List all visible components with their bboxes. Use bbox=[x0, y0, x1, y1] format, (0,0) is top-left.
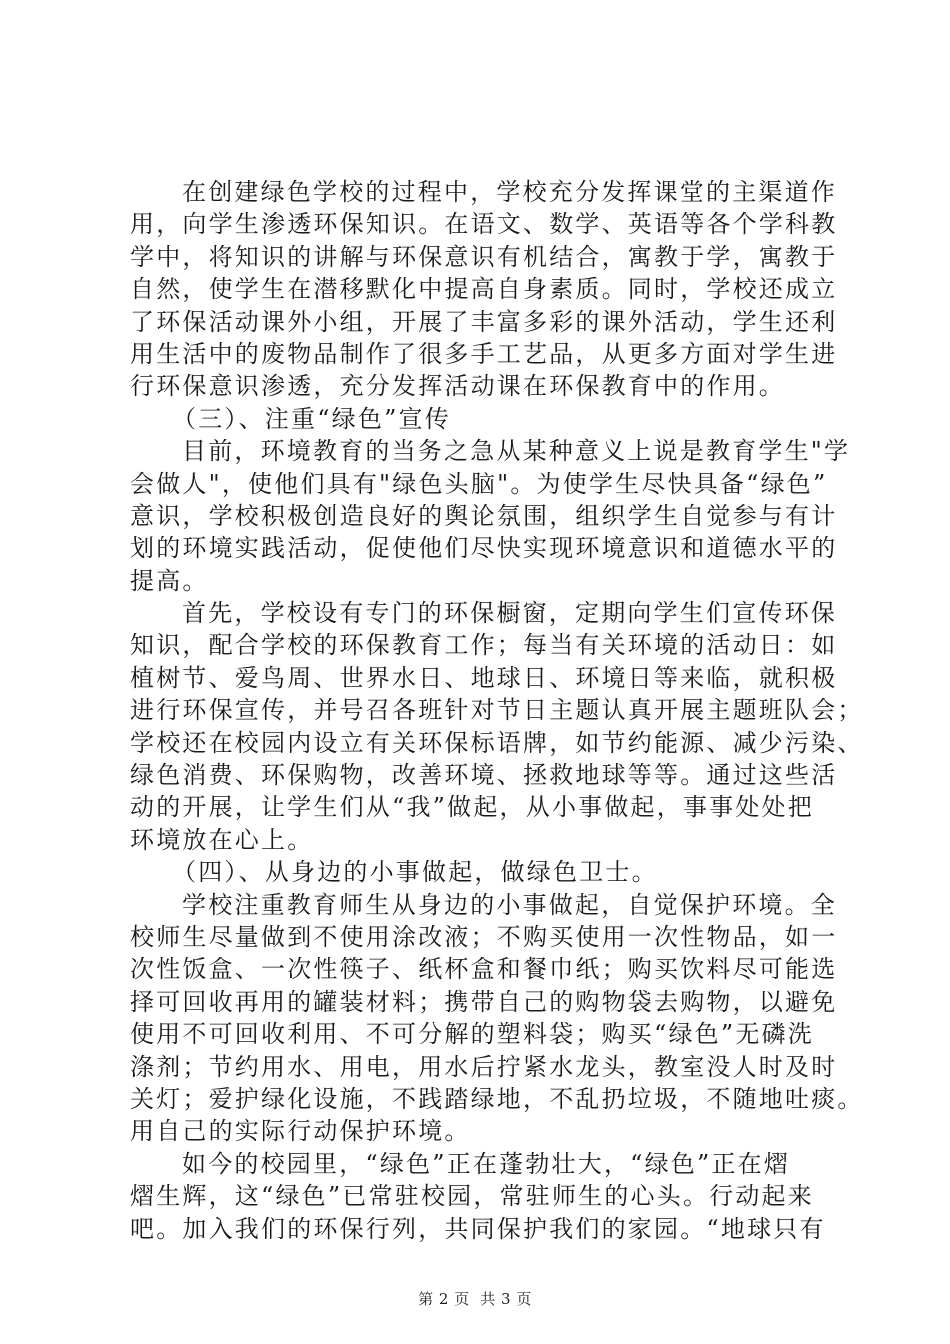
text-line: 学校还在校园内设立有关环保标语牌，如节约能源、减少污染、 bbox=[130, 728, 864, 757]
text-line: 环境放在心上。 bbox=[130, 825, 314, 854]
page-number-label: 第 2 页 共 3 页 bbox=[418, 1290, 532, 1308]
text-line: 如今的校园里，“绿色”正在蓬勃壮大，“绿色”正在熠 bbox=[182, 1149, 791, 1178]
text-line: 知识，配合学校的环保教育工作；每当有关环境的活动日：如 bbox=[130, 631, 838, 660]
text-line: 首先，学校设有专门的环保橱窗，定期向学生们宣传环保 bbox=[182, 599, 837, 628]
text-line: 目前，环境教育的当务之急从某种意义上说是教育学生"学 bbox=[182, 437, 851, 466]
text-line: 动的开展，让学生们从“我”做起，从小事做起，事事处处把 bbox=[130, 793, 814, 822]
text-line: 在创建绿色学校的过程中，学校充分发挥课堂的主渠道作 bbox=[182, 178, 837, 206]
section-heading-line: （四）、从身边的小事做起，做绿色卫士。 bbox=[172, 858, 658, 887]
text-line: 会做人"，使他们具有"绿色头脑"。为使学生尽快具备“绿色” bbox=[130, 469, 828, 498]
text-line: 使用不可回收利用、不可分解的塑料袋；购买“绿色”无磷洗 bbox=[130, 1020, 814, 1049]
text-line: 用生活中的废物品制作了很多手工艺品，从更多方面对学生进 bbox=[130, 339, 838, 368]
text-line: 次性饭盒、一次性筷子、纸杯盒和餐巾纸；购买饮料尽可能选 bbox=[130, 955, 838, 984]
text-line: 用，向学生渗透环保知识。在语文、数学、英语等各个学科教 bbox=[130, 210, 838, 239]
text-line: 绿色消费、环保购物，改善环境、拯救地球等等。通过这些活 bbox=[130, 761, 838, 790]
text-line: 用自己的实际行动保护环境。 bbox=[130, 1117, 471, 1146]
text-line: 自然，使学生在潜移默化中提高自身素质。同时，学校还成立 bbox=[130, 275, 838, 304]
text-line: 划的环境实践活动，促使他们尽快实现环境意识和道德水平的 bbox=[130, 534, 838, 563]
text-line: 校师生尽量做到不使用涂改液；不购买使用一次性物品，如一 bbox=[130, 922, 838, 951]
page-footer bbox=[0, 1288, 950, 1309]
text-line: 了环保活动课外小组，开展了丰富多彩的课外活动，学生还利 bbox=[130, 307, 838, 336]
text-line: 意识，学校积极创造良好的舆论氛围，组织学生自觉参与有计 bbox=[130, 501, 838, 530]
text-line: 择可回收再用的罐装材料；携带自己的购物袋去购物，以避免 bbox=[130, 987, 838, 1016]
text-line: 吧。加入我们的环保行列，共同保护我们的家园。“地球只有 bbox=[130, 1214, 826, 1243]
text-line: 关灯；爱护绿化设施，不践踏绿地，不乱扔垃圾，不随地吐痰。 bbox=[130, 1084, 864, 1113]
text-line: 进行环保宣传，并号召各班针对节日主题认真开展主题班队会； bbox=[130, 696, 864, 725]
text-line: 学校注重教育师生从身边的小事做起，自觉保护环境。全 bbox=[182, 890, 837, 919]
text-line: 涤剂；节约用水、用电，用水后拧紧水龙头，教室没人时及时 bbox=[130, 1052, 838, 1081]
text-line: 植树节、爱鸟周、世界水日、地球日、环境日等来临，就积极 bbox=[130, 663, 838, 692]
document-body bbox=[130, 176, 864, 1245]
text-line: 提高。 bbox=[130, 566, 209, 595]
section-heading-line: （三）、注重“绿色”宣传 bbox=[172, 404, 451, 433]
text-line: 熠生辉，这“绿色”已常驻校园，常驻师生的心头。行动起来 bbox=[130, 1182, 814, 1211]
text-line: 行环保意识渗透，充分发挥活动课在环保教育中的作用。 bbox=[130, 372, 785, 401]
text-line: 学中，将知识的讲解与环保意识有机结合，寓教于学，寓教于 bbox=[130, 242, 838, 271]
